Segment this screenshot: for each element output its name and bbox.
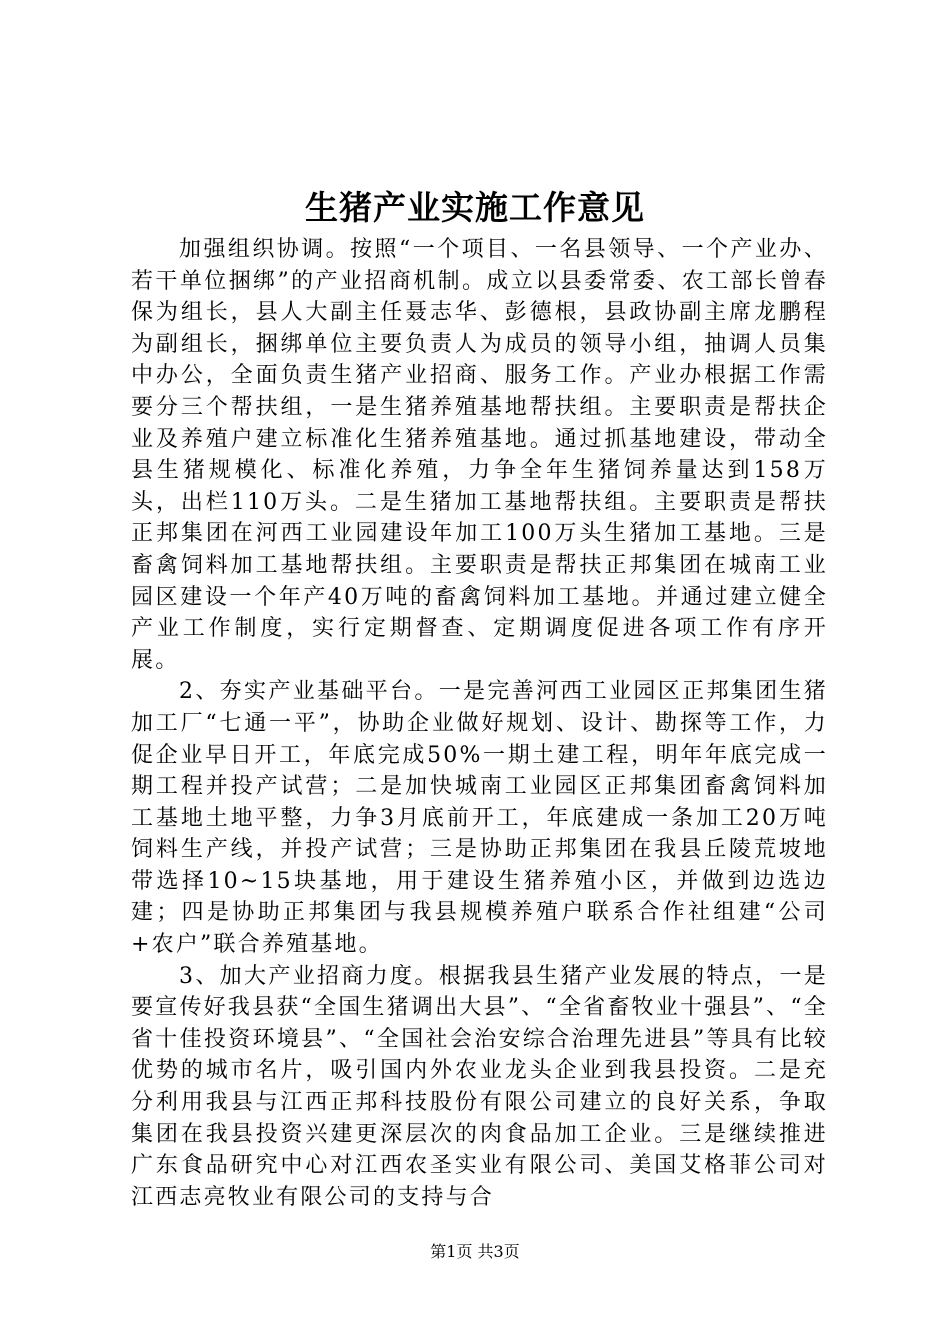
document-body <box>131 234 828 1213</box>
page-total: 共3页 <box>477 1242 520 1261</box>
paragraph-1: 加强组织协调。按照“一个项目、一名县领导、一个产业办、若干单位捆绑”的产业招商机制。成立以县委常委、农工部长曾春保为组长，县人大副主任聂志华、彭德根，县政协副主席龙鹏程为副组长，捆绑单位主要负责人为成员的领导小组，抽调人员集中办公，全面负责生猪产业招商、服务工作。产业办根据工作需要分三个帮扶组，一是生猪养殖基地帮扶组。主要职责是帮扶企业及养殖户建立标准化生猪养殖基地。通过抓基地建设，带动全县生猪规模化、标准化养殖，力争全年生猪饲养量达到158万头，出栏110万头。二是生猪加工基地帮扶组。主要职责是帮扶正邦集团在河西工业园建设年加工100万头生猪加工基地。三是畜禽饲料加工基地帮扶组。主要职责是帮扶正邦集团在城南工业园区建设一个年产40万吨的畜禽饲料加工基地。并通过建立健全产业工作制度，实行定期督查、定期调度促进各项工作有序开展。 <box>131 237 828 673</box>
page-footer <box>0 1241 950 1263</box>
document-title: 生猪产业实施工作意见 <box>305 188 645 227</box>
paragraph-2: 2、夯实产业基础平台。一是完善河西工业园区正邦集团生猪加工厂“七通一平”，协助企业做好规划、设计、勘探等工作，力促企业早日开工，年底完成50%一期土建工程，明年年底完成一期工程并投产试营；二是加快城南工业园区正邦集团畜禽饲料加工基地土地平整，力争3月底前开工，年底建成一条加工20万吨饲料生产线，并投产试营；三是协助正邦集团在我县丘陵荒坡地带选择10~15块基地，用于建设生猪养殖小区，并做到边选边建；四是协助正邦集团与我县规模养殖户联系合作社组建“公司+农户”联合养殖基地。 <box>131 679 828 958</box>
paragraph-3: 3、加大产业招商力度。根据我县生猪产业发展的特点，一是要宣传好我县获“全国生猪调出大县”、“全省畜牧业十强县”、“全省十佳投资环境县”、“全国社会治安综合治理先进县”等具有比较优势的城市名片，吸引国内外农业龙头企业到我县投资。二是充分利用我县与江西正邦科技股份有限公司建立的良好关系，争取集团在我县投资兴建更深层次的肉食品加工企业。三是继续推进广东食品研究中心对江西农圣实业有限公司、美国艾格菲公司对江西志亮牧业有限公司的支持与合 <box>131 963 828 1210</box>
page-number: 第1页 <box>430 1242 473 1261</box>
